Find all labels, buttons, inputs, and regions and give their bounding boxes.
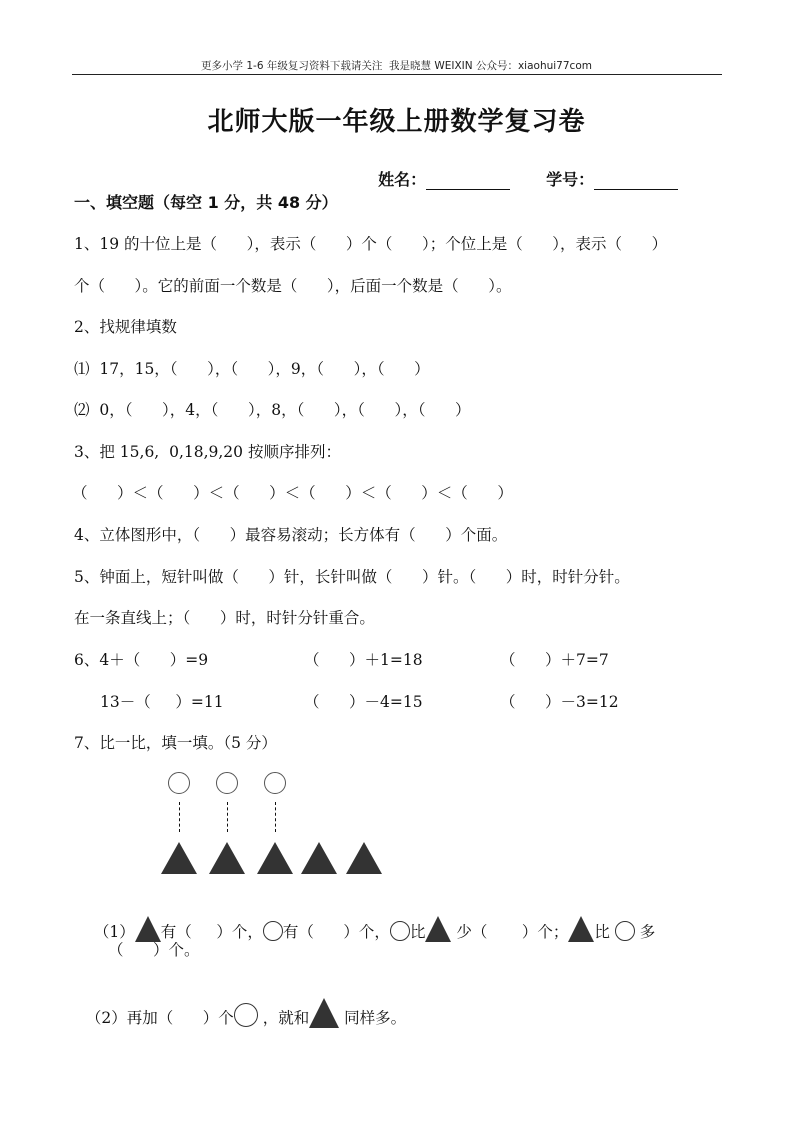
circle-icon (216, 772, 238, 794)
circle-icon (168, 772, 190, 794)
q2-title: 2、找规律填数 (74, 318, 177, 336)
q5-line2: 在一条直线上；（ ）时，时针分针重合。 (74, 609, 375, 627)
q2-part1: ⑴ 17，15，（ ），（ ），9，（ ），（ ） (74, 360, 430, 378)
q3-title: 3、把 15,6, 0,18,9,20 按顺序排列： (74, 443, 341, 461)
q7-part2-text: ，就和 (257, 1009, 310, 1027)
q4-text: 4、立体图形中，（ ）最容易滚动；长方体有（ ）个面。 (74, 526, 508, 544)
dashed-connector (179, 802, 180, 832)
header-note: 更多小学 1-6 年级复习资料下载请关注 我是晓慧 WEIXIN 公众号：xiaohui77com (201, 60, 592, 72)
triangle-icon (568, 916, 594, 942)
q6-eq-6: （ ）－3=12 (500, 693, 619, 711)
dashed-connector (227, 802, 228, 832)
q7-title: 7、比一比，填一填。（5 分） (74, 734, 277, 752)
q5-line1: 5、钟面上，短针叫做（ ）针，长针叫做（ ）针。（ ）时，时针分针。 (74, 568, 630, 586)
triangle-icon (257, 842, 293, 874)
q1-line2: 个（ ）。它的前面一个数是（ ），后面一个数是（ ）。 (74, 277, 512, 295)
q6-eq-3: （ ）＋7=7 (500, 651, 609, 669)
header-divider (72, 74, 722, 75)
name-field[interactable] (367, 148, 510, 190)
triangle-icon (301, 842, 337, 874)
q7-part2-text: 同样多。 (339, 1009, 407, 1027)
circle-icon (390, 921, 410, 941)
triangle-icon (161, 842, 197, 874)
q6-eq-4: 13－（ ）=11 (100, 693, 224, 711)
circle-icon (234, 1003, 258, 1027)
dashed-connector (275, 802, 276, 832)
q7-part1-label: （1） (93, 923, 135, 941)
q7-part1-text: 有（ ）个， (282, 923, 390, 941)
section-heading: 一、填空题（每空 1 分，共 48 分） (74, 193, 338, 212)
triangle-icon (346, 842, 382, 874)
triangle-icon (425, 916, 451, 942)
q6-eq-1: 6、4＋（ ）=9 (74, 651, 209, 669)
student-id-blank[interactable] (594, 175, 678, 190)
q7-part1-text: 少（ ）个； (451, 923, 569, 941)
triangle-icon (209, 842, 245, 874)
q7-part1-text: 有（ ）个， (160, 923, 263, 941)
q6-eq-2: （ ）＋1=18 (304, 651, 423, 669)
q6-eq-5: （ ）－4=15 (304, 693, 423, 711)
q2-part2: ⑵ 0，（ ），4，（ ），8，（ ），（ ），（ ） (74, 401, 471, 419)
q7-part2 (76, 980, 406, 1028)
student-id-label: 学号： (546, 170, 595, 189)
q7-part1-line2: （ ）个。 (108, 941, 200, 959)
q1-line1: 1、19 的十位上是（ ），表示（ ）个（ ）；个位上是（ ），表示（ ） (74, 235, 668, 253)
q7-part1-line1 (84, 898, 655, 942)
q7-part1-text: 多 (634, 923, 656, 941)
circle-icon (264, 772, 286, 794)
q7-part1-text: 比 (594, 923, 615, 941)
name-blank[interactable] (426, 175, 510, 190)
page-title: 北师大版一年级上册数学复习卷 (207, 107, 586, 137)
circle-icon (263, 921, 283, 941)
student-id-field[interactable] (535, 148, 678, 190)
circle-icon (615, 921, 635, 941)
q3-sequence: （ ）＜（ ）＜（ ）＜（ ）＜（ ）＜（ ） (72, 484, 513, 502)
q7-part2-text: （2）再加（ ）个 (85, 1009, 234, 1027)
triangle-icon (309, 998, 339, 1028)
q7-part1-text: 比 (409, 923, 426, 941)
name-label: 姓名： (378, 170, 427, 189)
